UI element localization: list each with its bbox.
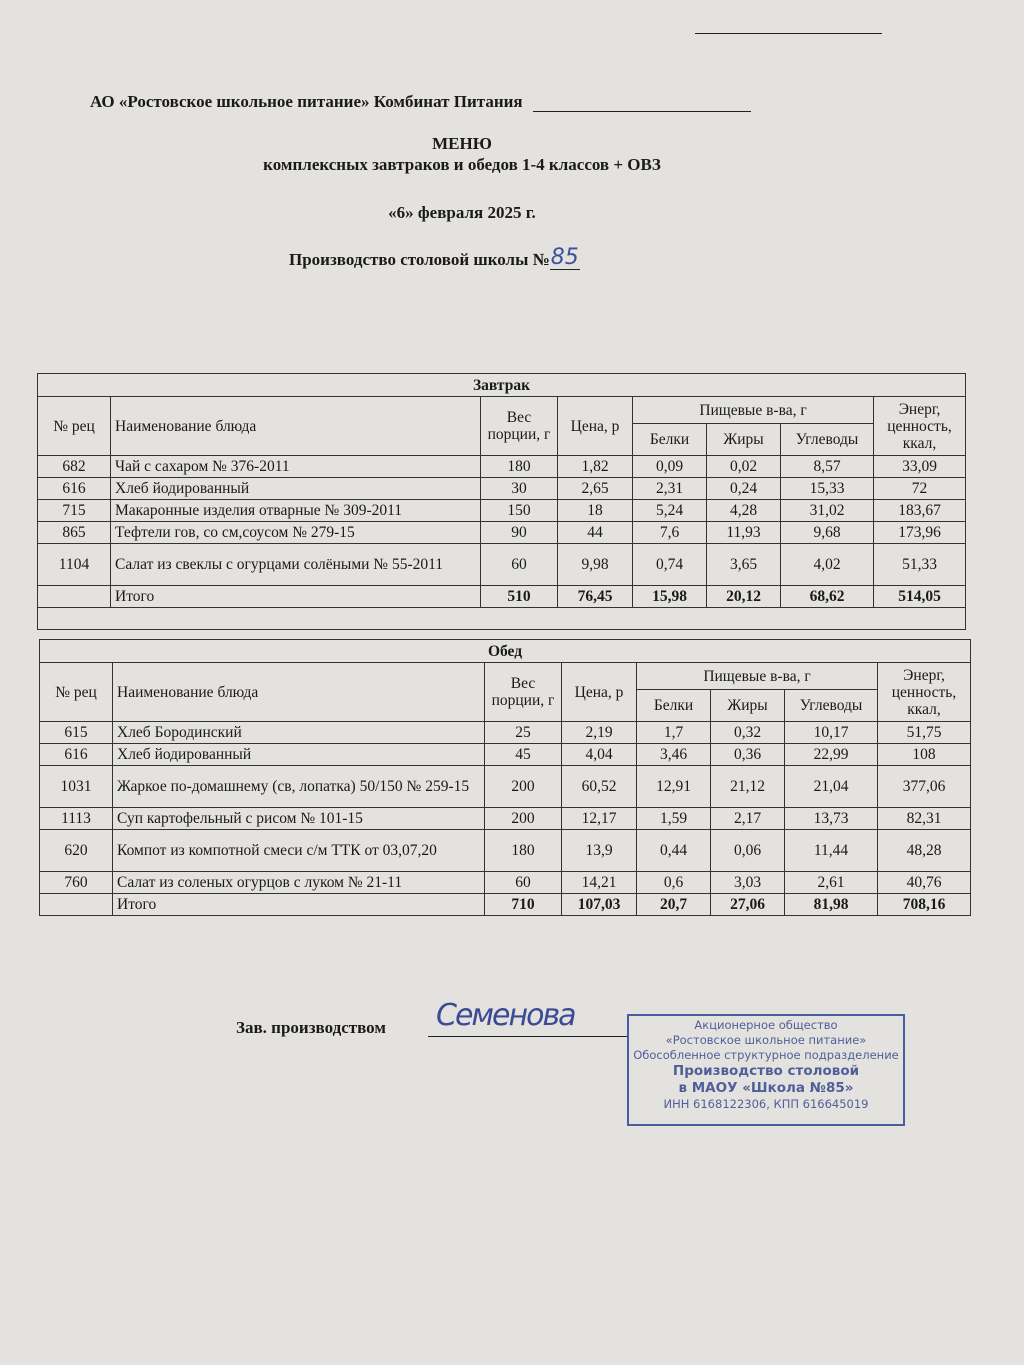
cell-energy: 173,96 — [874, 522, 966, 544]
total-row — [38, 586, 966, 608]
cell-price: 2,19 — [562, 722, 637, 744]
cell-energy: 51,33 — [874, 544, 966, 586]
col-weight: Вес порции, г — [485, 663, 562, 722]
col-nutrients: Пищевые в-ва, г — [637, 663, 878, 690]
cell-energy: 48,28 — [878, 830, 971, 872]
cell-weight: 200 — [485, 766, 562, 808]
lunch-table — [39, 639, 971, 916]
cell-name: Салат из свеклы с огурцами солёными № 55-2011 — [111, 544, 481, 586]
cell-weight: 45 — [485, 744, 562, 766]
org-header — [90, 92, 751, 112]
cell-carbs: 8,57 — [781, 456, 874, 478]
cell-carbs: 11,44 — [785, 830, 878, 872]
col-name: Наименование блюда — [113, 663, 485, 722]
col-price: Цена, р — [562, 663, 637, 722]
cell-fat: 3,65 — [707, 544, 781, 586]
table-row — [40, 722, 971, 744]
col-rec-no: № рец — [38, 397, 111, 456]
cell-name: Жаркое по-домашнему (св, лопатка) 50/150 № 259-15 — [113, 766, 485, 808]
cell-protein: 0,74 — [633, 544, 707, 586]
stamp-line: Акционерное общество — [694, 1018, 838, 1032]
cell-weight: 30 — [481, 478, 558, 500]
empty-cell — [40, 894, 113, 916]
total-protein: 15,98 — [633, 586, 707, 608]
cell-protein: 2,31 — [633, 478, 707, 500]
cell-price: 12,17 — [562, 808, 637, 830]
col-energy: Энерг, ценность, ккал, — [878, 663, 971, 722]
cell-rec: 616 — [38, 478, 111, 500]
col-fat: Жиры — [711, 690, 785, 722]
cell-price: 4,04 — [562, 744, 637, 766]
col-protein: Белки — [637, 690, 711, 722]
stamp-line: Обособленное структурное подразделение — [633, 1048, 899, 1062]
cell-weight: 60 — [481, 544, 558, 586]
cell-name: Чай с сахаром № 376-2011 — [111, 456, 481, 478]
total-fat: 20,12 — [707, 586, 781, 608]
cell-name: Компот из компотной смеси с/м ТТК от 03,07,20 — [113, 830, 485, 872]
cell-fat: 0,32 — [711, 722, 785, 744]
cell-energy: 72 — [874, 478, 966, 500]
cell-price: 9,98 — [558, 544, 633, 586]
total-weight: 510 — [481, 586, 558, 608]
cell-fat: 2,17 — [711, 808, 785, 830]
col-carbs: Углеводы — [781, 424, 874, 456]
cell-weight: 200 — [485, 808, 562, 830]
table-row — [40, 872, 971, 894]
cell-protein: 7,6 — [633, 522, 707, 544]
table-row — [38, 544, 966, 586]
cell-rec: 760 — [40, 872, 113, 894]
org-name: АО «Ростовское школьное питание» Комбинат Питания — [90, 92, 523, 111]
cell-fat: 11,93 — [707, 522, 781, 544]
blank-line — [695, 33, 882, 34]
total-row — [40, 894, 971, 916]
cell-rec: 620 — [40, 830, 113, 872]
breakfast-table — [37, 373, 966, 630]
cell-fat: 3,03 — [711, 872, 785, 894]
cell-name: Хлеб йодированный — [113, 744, 485, 766]
cell-carbs: 4,02 — [781, 544, 874, 586]
production-line — [289, 245, 580, 270]
cell-energy: 108 — [878, 744, 971, 766]
cell-protein: 5,24 — [633, 500, 707, 522]
cell-price: 2,65 — [558, 478, 633, 500]
cell-rec: 616 — [40, 744, 113, 766]
cell-name: Тефтели гов, со см,соусом № 279-15 — [111, 522, 481, 544]
cell-price: 13,9 — [562, 830, 637, 872]
signature-line — [428, 1036, 628, 1037]
cell-carbs: 21,04 — [785, 766, 878, 808]
cell-energy: 377,06 — [878, 766, 971, 808]
cell-rec: 1031 — [40, 766, 113, 808]
table-row — [40, 766, 971, 808]
stamp-line: Производство столовой — [672, 1063, 860, 1079]
total-energy: 514,05 — [874, 586, 966, 608]
cell-fat: 21,12 — [711, 766, 785, 808]
cell-protein: 12,91 — [637, 766, 711, 808]
cell-carbs: 9,68 — [781, 522, 874, 544]
stamp-line: в МАОУ «Школа №85» — [678, 1080, 854, 1096]
total-label: Итого — [111, 586, 481, 608]
cell-protein: 1,59 — [637, 808, 711, 830]
cell-price: 60,52 — [562, 766, 637, 808]
table-row — [40, 744, 971, 766]
cell-carbs: 13,73 — [785, 808, 878, 830]
col-carbs: Углеводы — [785, 690, 878, 722]
stamp-line: «Ростовское школьное питание» — [665, 1033, 867, 1047]
empty-cell — [38, 586, 111, 608]
cell-fat: 0,02 — [707, 456, 781, 478]
cell-energy: 51,75 — [878, 722, 971, 744]
cell-rec: 1104 — [38, 544, 111, 586]
table-row — [40, 808, 971, 830]
school-number-handwritten: 85 — [550, 245, 579, 270]
cell-weight: 60 — [485, 872, 562, 894]
cell-weight: 180 — [485, 830, 562, 872]
cell-carbs: 15,33 — [781, 478, 874, 500]
cell-rec: 865 — [38, 522, 111, 544]
cell-fat: 0,36 — [711, 744, 785, 766]
total-price: 107,03 — [562, 894, 637, 916]
total-fat: 27,06 — [711, 894, 785, 916]
cell-energy: 183,67 — [874, 500, 966, 522]
handwritten-signature: Семенова — [436, 998, 575, 1033]
cell-protein: 0,44 — [637, 830, 711, 872]
col-protein: Белки — [633, 424, 707, 456]
cell-price: 1,82 — [558, 456, 633, 478]
total-label: Итого — [113, 894, 485, 916]
cell-carbs: 10,17 — [785, 722, 878, 744]
menu-subtitle: комплексных завтраков и обедов 1-4 классов + ОВЗ — [263, 155, 661, 174]
cell-rec: 1113 — [40, 808, 113, 830]
cell-price: 44 — [558, 522, 633, 544]
table-row — [38, 522, 966, 544]
cell-carbs: 31,02 — [781, 500, 874, 522]
col-rec-no: № рец — [40, 663, 113, 722]
cell-energy: 40,76 — [878, 872, 971, 894]
cell-fat: 4,28 — [707, 500, 781, 522]
spacer-row — [38, 608, 966, 630]
cell-energy: 33,09 — [874, 456, 966, 478]
cell-protein: 1,7 — [637, 722, 711, 744]
cell-protein: 0,6 — [637, 872, 711, 894]
cell-weight: 90 — [481, 522, 558, 544]
cell-rec: 615 — [40, 722, 113, 744]
table-row — [40, 830, 971, 872]
col-price: Цена, р — [558, 397, 633, 456]
col-energy: Энерг, ценность, ккал, — [874, 397, 966, 456]
cell-price: 14,21 — [562, 872, 637, 894]
cell-protein: 3,46 — [637, 744, 711, 766]
menu-title: МЕНЮ — [432, 134, 492, 153]
cell-energy: 82,31 — [878, 808, 971, 830]
table-row — [38, 500, 966, 522]
total-weight: 710 — [485, 894, 562, 916]
cell-fat: 0,24 — [707, 478, 781, 500]
total-carbs: 68,62 — [781, 586, 874, 608]
menu-date: «6» февраля 2025 г. — [388, 203, 536, 222]
total-carbs: 81,98 — [785, 894, 878, 916]
cell-weight: 25 — [485, 722, 562, 744]
cell-carbs: 22,99 — [785, 744, 878, 766]
cell-name: Хлеб йодированный — [111, 478, 481, 500]
cell-name: Макаронные изделия отварные № 309-2011 — [111, 500, 481, 522]
cell-weight: 150 — [481, 500, 558, 522]
total-energy: 708,16 — [878, 894, 971, 916]
cell-protein: 0,09 — [633, 456, 707, 478]
col-weight: Вес порции, г — [481, 397, 558, 456]
cell-carbs: 2,61 — [785, 872, 878, 894]
table-row — [38, 456, 966, 478]
section-title: Обед — [40, 640, 971, 663]
cell-name: Суп картофельный с рисом № 101-15 — [113, 808, 485, 830]
table-row — [38, 478, 966, 500]
total-protein: 20,7 — [637, 894, 711, 916]
col-nutrients: Пищевые в-ва, г — [633, 397, 874, 424]
cell-rec: 682 — [38, 456, 111, 478]
cell-price: 18 — [558, 500, 633, 522]
signature-label: Зав. производством — [236, 1018, 386, 1037]
stamp-line: ИНН 6168122306, КПП 616645019 — [663, 1097, 869, 1111]
total-price: 76,45 — [558, 586, 633, 608]
cell-fat: 0,06 — [711, 830, 785, 872]
blank-underline — [533, 111, 751, 112]
production-label: Производство столовой школы № — [289, 250, 550, 269]
col-fat: Жиры — [707, 424, 781, 456]
col-name: Наименование блюда — [111, 397, 481, 456]
cell-weight: 180 — [481, 456, 558, 478]
cell-rec: 715 — [38, 500, 111, 522]
official-stamp — [627, 1014, 905, 1126]
cell-name: Хлеб Бородинский — [113, 722, 485, 744]
cell-name: Салат из соленых огурцов с луком № 21-11 — [113, 872, 485, 894]
section-title: Завтрак — [38, 374, 966, 397]
